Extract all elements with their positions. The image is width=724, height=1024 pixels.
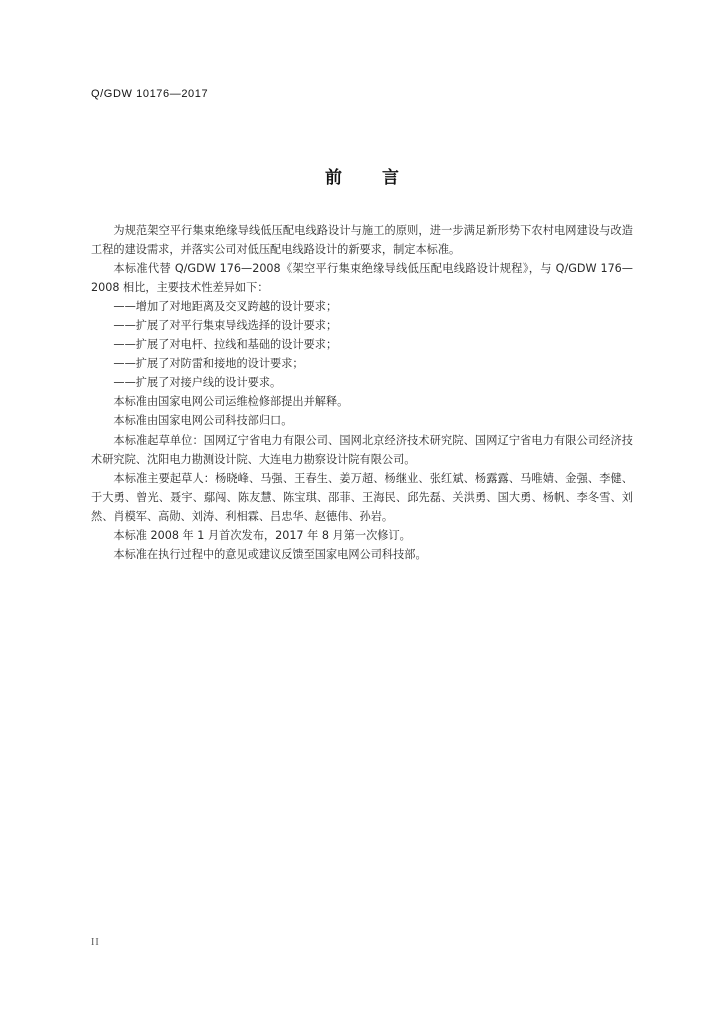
page-number: II (91, 937, 100, 948)
paragraph-management: 本标准由国家电网公司科技部归口。 (113, 414, 293, 428)
paragraph-purpose: 为规范架空平行集束绝缘导线低压配电线路设计与施工的原则，进一步满足新形势下农村电网建设与改造工程的建设需求，并落实公司对低压配电线路设计的新要求，制定本标准。 (91, 224, 633, 257)
standard-code: Q/GDW 10176—2017 (91, 88, 209, 100)
change-item: ——增加了对地距离及交叉跨越的设计要求； (113, 300, 338, 314)
paragraph-replacement: 本标准代替 Q/GDW 176—2008《架空平行集束绝缘导线低压配电线路设计规程》，与 Q/GDW 176—2008 相比，主要技术性差异如下： (91, 262, 633, 295)
page-title: 前言 (325, 168, 439, 188)
change-item: ——扩展了对电杆、拉线和基础的设计要求； (113, 338, 338, 352)
paragraph-proposer: 本标准由国家电网公司运维检修部提出并解释。 (113, 395, 349, 409)
change-item: ——扩展了对平行集束导线选择的设计要求； (113, 319, 338, 333)
change-item: ——扩展了对防雷和接地的设计要求； (113, 357, 304, 371)
paragraph-drafting-units: 本标准起草单位：国网辽宁省电力有限公司、国网北京经济技术研究院、国网辽宁省电力有限公司经济技术研究院、沈阳电力勘测设计院、大连电力勘察设计院有限公司。 (91, 433, 633, 466)
foreword-body (91, 221, 633, 564)
paragraph-drafters: 本标准主要起草人：杨晓峰、马强、王春生、姜万超、杨继业、张红斌、杨露露、马唯婧、金强、李健、于大勇、曾光、聂宇、鄢闯、陈友慧、陈宝琪、邵菲、王海民、邱先磊、关洪勇、国大勇、杨帆、李冬雪、刘然、肖模军、高勋、刘涛、利相霖、吕忠华、赵德伟、孙岩。 (91, 471, 633, 523)
paragraph-release-history: 本标准 2008 年 1 月首次发布，2017 年 8 月第一次修订。 (113, 528, 411, 542)
paragraph-feedback: 本标准在执行过程中的意见或建议反馈至国家电网公司科技部。 (113, 547, 427, 561)
change-item: ——扩展了对接户线的设计要求。 (113, 376, 282, 390)
